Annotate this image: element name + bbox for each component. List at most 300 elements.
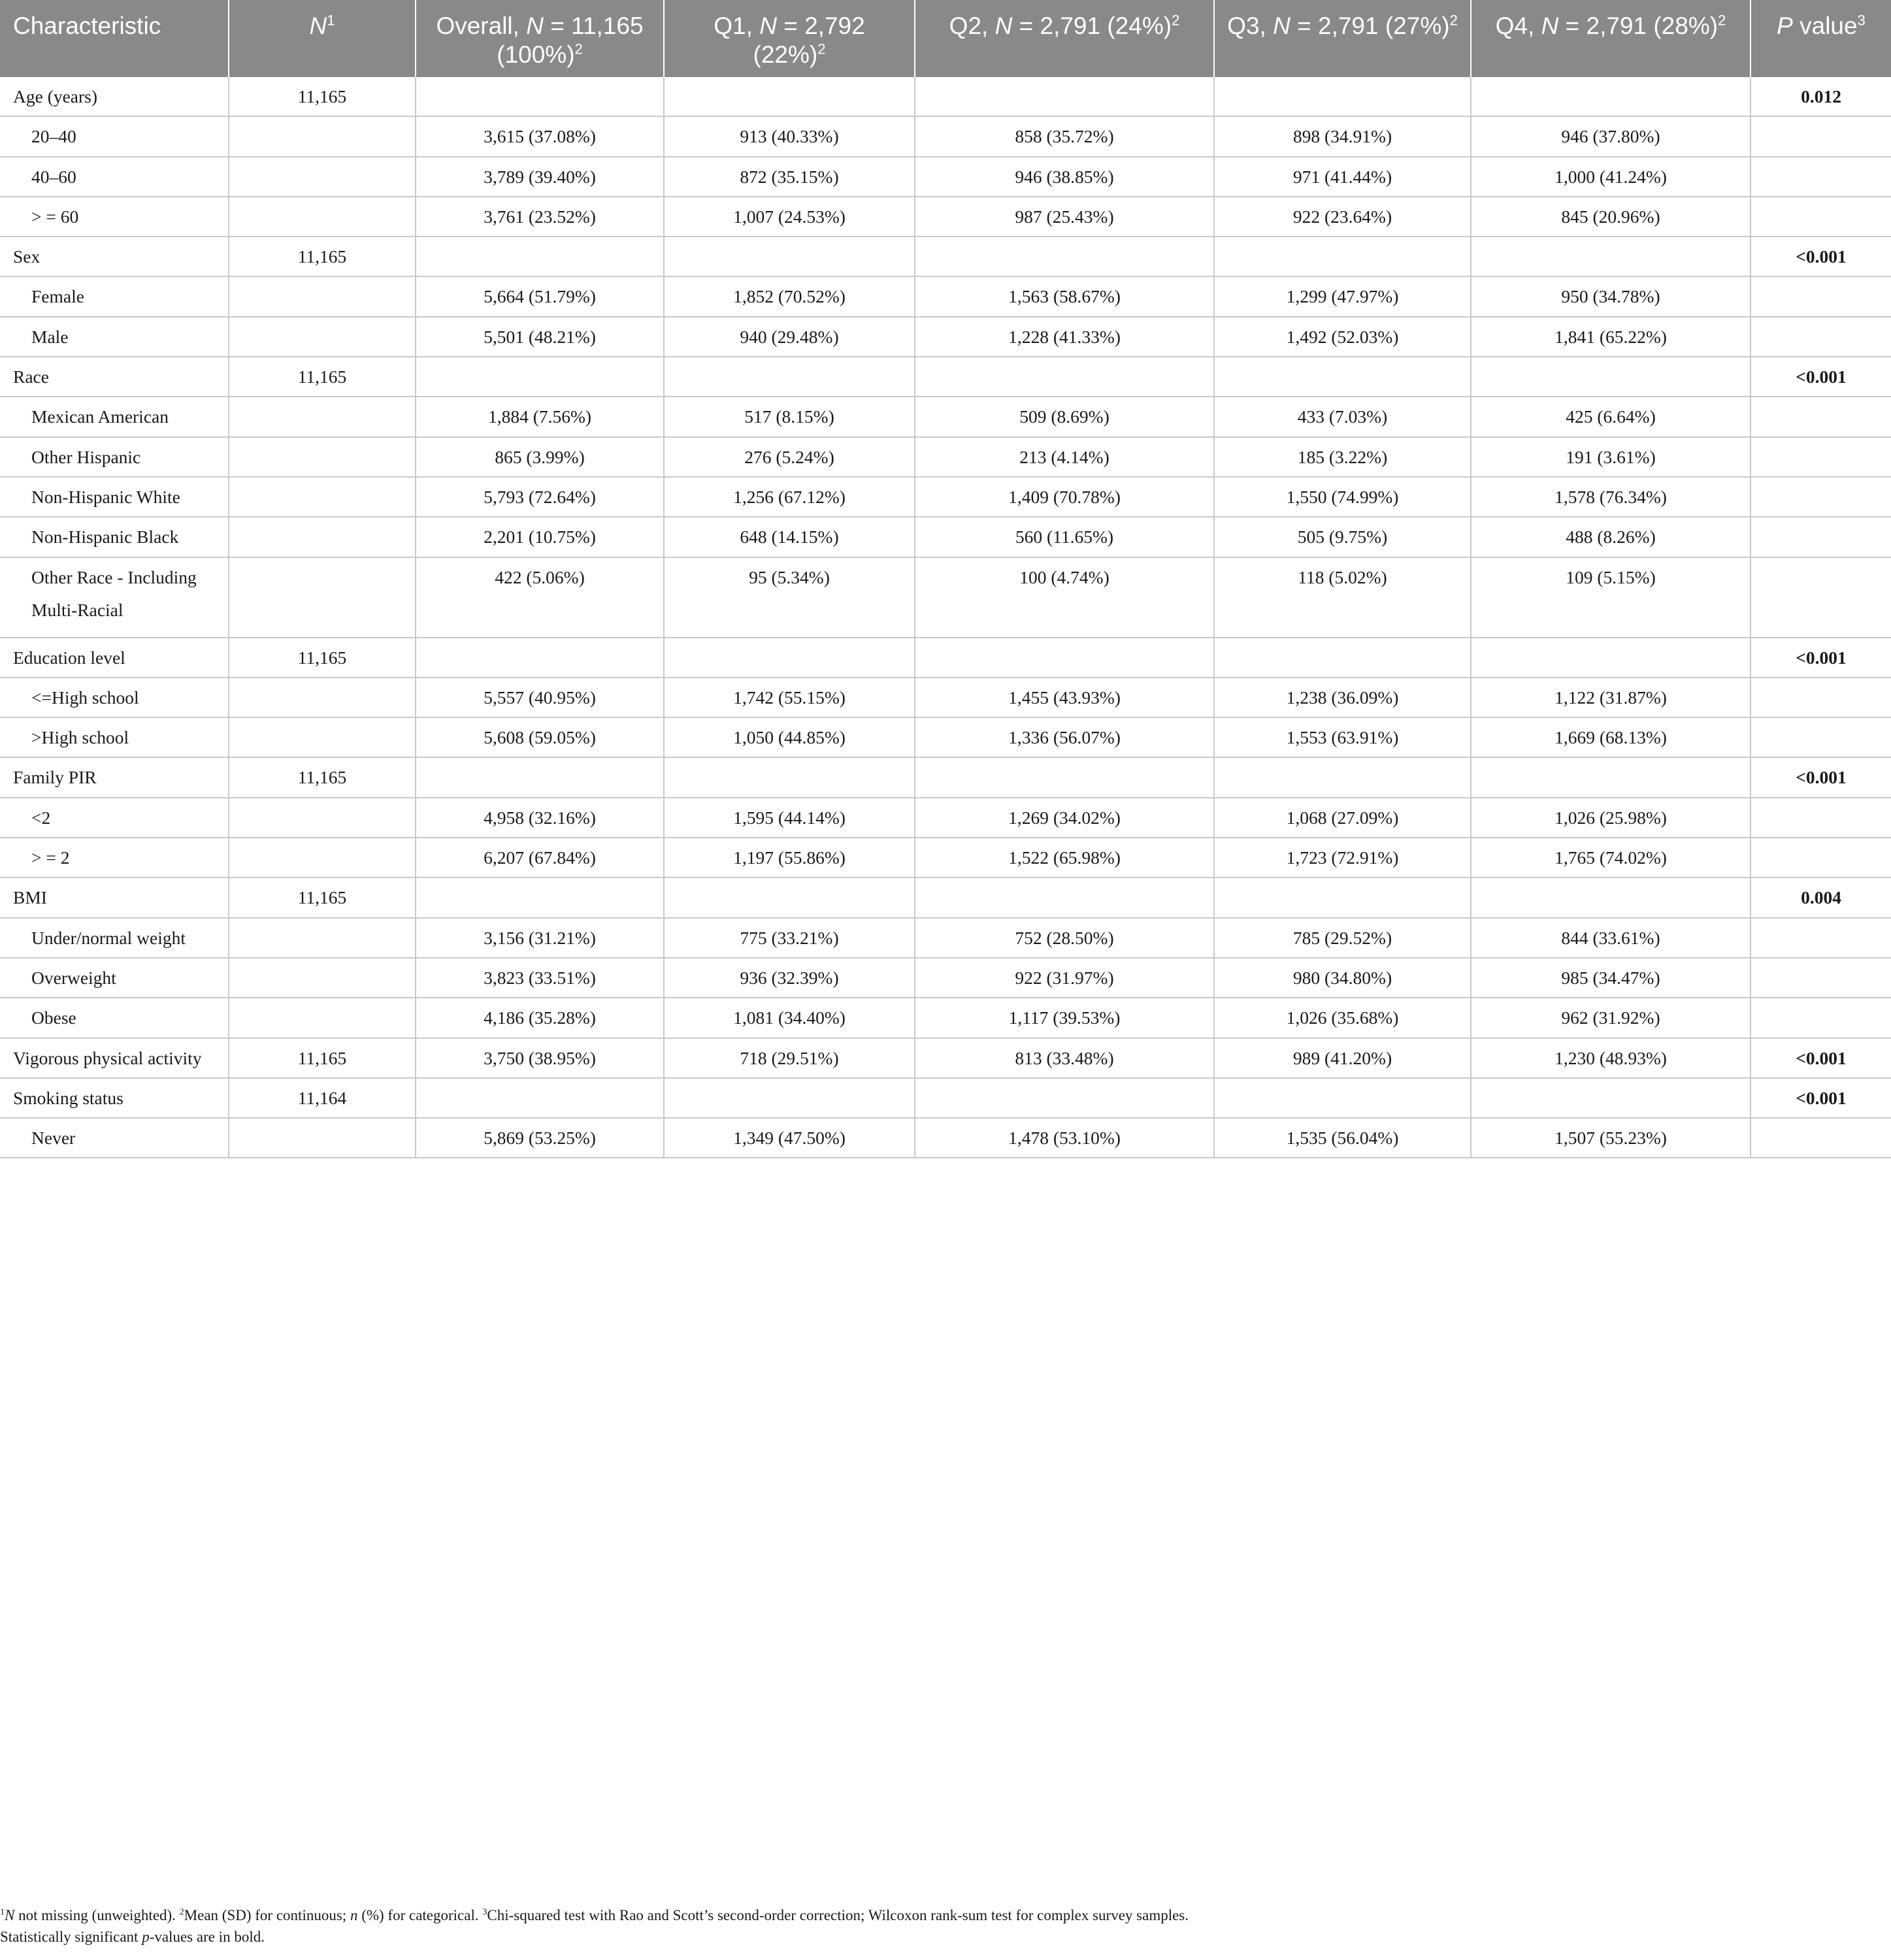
row-label <box>0 717 229 757</box>
cell-q4-text <box>1472 77 1750 80</box>
row-label <box>0 397 229 436</box>
cell-q4 <box>1471 276 1751 316</box>
cell-n <box>229 517 416 557</box>
cell-p-value <box>1751 237 1891 276</box>
cell-q4 <box>1471 116 1751 156</box>
row-label-text: Vigorous physical activity <box>13 1047 202 1068</box>
cell-p-value-text <box>1751 318 1891 321</box>
cell-n-text <box>229 517 415 521</box>
cell-q2 <box>915 157 1214 197</box>
cell-q2 <box>915 116 1214 156</box>
cell-overall <box>416 477 664 517</box>
cell-overall-text: 3,615 (37.08%) <box>484 126 596 147</box>
cell-n-text <box>229 798 415 802</box>
cell-q3 <box>1214 557 1471 638</box>
cell-overall-text <box>416 357 663 361</box>
table-row <box>0 838 1891 877</box>
cell-p-value-text <box>1751 718 1891 721</box>
cell-p-value-text: 0.012 <box>1801 86 1841 106</box>
cell-q3-text: 1,026 (35.68%) <box>1286 1007 1399 1028</box>
cell-q4-text: 1,230 (48.93%) <box>1554 1047 1667 1068</box>
table-row <box>0 757 1891 797</box>
row-label <box>0 958 229 998</box>
cell-q2-text: 560 (11.65%) <box>1015 527 1114 547</box>
cell-q2-text <box>915 357 1213 361</box>
cell-q3 <box>1214 237 1471 276</box>
cell-q1 <box>664 317 915 357</box>
row-label <box>0 1038 229 1078</box>
cell-q3 <box>1214 918 1471 958</box>
footnote-significance: Statistically significant p-values are in bold. <box>0 1929 265 1945</box>
cell-q4 <box>1471 918 1751 958</box>
row-label-text: Other Hispanic <box>31 446 141 467</box>
cell-q4 <box>1471 237 1751 276</box>
cell-n <box>229 1118 416 1158</box>
cell-q3-text: 898 (34.91%) <box>1292 126 1392 147</box>
cell-q3 <box>1214 638 1471 678</box>
cell-q1 <box>664 276 915 316</box>
cell-p-value-text: 0.004 <box>1801 887 1841 908</box>
row-label <box>0 437 229 477</box>
header-q2: Q2, N = 2,791 $(24\%)^2$ <box>915 0 1214 77</box>
cell-n-text <box>229 157 415 161</box>
cell-p-value <box>1751 276 1891 316</box>
cell-n-text <box>229 397 415 400</box>
cell-q4 <box>1471 477 1751 517</box>
cell-q4 <box>1471 77 1751 116</box>
cell-q3 <box>1214 437 1471 477</box>
cell-q4-text <box>1472 758 1750 761</box>
table-row <box>0 77 1891 116</box>
table-row <box>0 638 1891 678</box>
cell-q1 <box>664 757 915 797</box>
table-row <box>0 918 1891 958</box>
cell-q2-text <box>915 77 1213 80</box>
cell-q4 <box>1471 357 1751 397</box>
cell-q3-text: 1,535 (56.04%) <box>1286 1128 1399 1149</box>
cell-n-text: 11,164 <box>297 1087 347 1108</box>
cell-q2-text: 1,269 (34.02%) <box>1008 807 1121 828</box>
cell-q1-text <box>665 77 914 80</box>
cell-q1 <box>664 1038 915 1078</box>
cell-q1 <box>664 237 915 276</box>
cell-p-value <box>1751 1078 1891 1118</box>
cell-q4 <box>1471 998 1751 1037</box>
row-label <box>0 798 229 838</box>
cell-overall <box>416 798 664 838</box>
table-row <box>0 678 1891 717</box>
cell-q3 <box>1214 157 1471 197</box>
cell-p-value-text <box>1751 958 1891 962</box>
cell-q1-text: 276 (5.24%) <box>744 446 834 467</box>
cell-n <box>229 116 416 156</box>
cell-p-value-text <box>1751 438 1891 441</box>
cell-n-text: 11,165 <box>297 86 347 106</box>
row-label <box>0 317 229 357</box>
cell-q3 <box>1214 477 1471 517</box>
cell-overall <box>416 517 664 557</box>
cell-q1-text <box>665 638 914 642</box>
cell-n-text <box>229 838 415 841</box>
table-row <box>0 397 1891 436</box>
cell-p-value-text <box>1751 798 1891 802</box>
cell-overall-text: 3,156 (31.21%) <box>484 927 596 948</box>
cell-q1 <box>664 116 915 156</box>
cell-q3-text: 785 (29.52%) <box>1292 927 1392 948</box>
cell-overall-text <box>416 1079 663 1082</box>
cell-q1 <box>664 397 915 436</box>
row-label <box>0 838 229 877</box>
cell-overall-text: 422 (5.06%) <box>495 566 585 587</box>
table-row <box>0 1118 1891 1158</box>
cell-q3-text: 1,550 (74.99%) <box>1286 486 1399 507</box>
cell-q2 <box>915 197 1214 237</box>
cell-n <box>229 557 416 638</box>
cell-n-text <box>229 438 415 441</box>
cell-p-value-text <box>1751 838 1891 841</box>
row-label <box>0 998 229 1037</box>
row-label-text: Race <box>13 367 49 387</box>
row-label-text: <2 <box>31 807 51 828</box>
cell-q3-text: 1,492 (52.03%) <box>1286 326 1399 347</box>
cell-overall <box>416 757 664 797</box>
cell-p-value <box>1751 557 1891 638</box>
cell-q3-text: 971 (41.44%) <box>1292 166 1392 187</box>
header-q3: Q3, N = 2,791 $(27\%)^2$ <box>1214 0 1471 77</box>
cell-n-text: 11,165 <box>297 367 347 387</box>
cell-overall <box>416 276 664 316</box>
cell-q2-text <box>915 237 1213 240</box>
cell-q4 <box>1471 517 1751 557</box>
cell-overall <box>416 397 664 436</box>
cell-q1 <box>664 357 915 397</box>
cell-p-value <box>1751 757 1891 797</box>
cell-overall-text: 4,958 (32.16%) <box>484 807 596 828</box>
cell-q2 <box>915 77 1214 116</box>
cell-p-value <box>1751 157 1891 197</box>
cell-n-text <box>229 718 415 721</box>
cell-q3-text <box>1215 237 1470 240</box>
cell-overall <box>416 838 664 877</box>
cell-q3 <box>1214 116 1471 156</box>
cell-n <box>229 638 416 678</box>
row-label <box>0 1078 229 1118</box>
cell-q2 <box>915 717 1214 757</box>
cell-q1-text: 648 (14.15%) <box>740 527 839 547</box>
cell-overall <box>416 678 664 717</box>
cell-q1 <box>664 998 915 1037</box>
cell-overall-text <box>416 878 663 881</box>
cell-q2-text: 1,563 (58.67%) <box>1008 286 1121 307</box>
cell-q1 <box>664 1078 915 1118</box>
cell-q1-text: 95 (5.34%) <box>749 566 830 587</box>
cell-overall <box>416 958 664 998</box>
cell-q4-text: 1,122 (31.87%) <box>1554 687 1667 708</box>
cell-n <box>229 798 416 838</box>
cell-n <box>229 918 416 958</box>
cell-overall <box>416 116 664 156</box>
cell-q3-text: 1,238 (36.09%) <box>1286 687 1399 708</box>
cell-overall-text: 5,869 (53.25%) <box>484 1128 596 1149</box>
cell-q2 <box>915 1038 1214 1078</box>
cell-overall-text: 3,761 (23.52%) <box>484 206 596 227</box>
cell-q4 <box>1471 638 1751 678</box>
cell-p-value-text: <0.001 <box>1796 1087 1847 1108</box>
cell-q1-text: 1,050 (44.85%) <box>733 727 846 748</box>
cell-q4-text: 425 (6.64%) <box>1566 406 1656 427</box>
table-row <box>0 157 1891 197</box>
row-label <box>0 877 229 917</box>
cell-q1 <box>664 678 915 717</box>
cell-q1-text: 936 (32.39%) <box>740 967 839 988</box>
cell-q2 <box>915 317 1214 357</box>
cell-q3 <box>1214 397 1471 436</box>
cell-q4 <box>1471 798 1751 838</box>
row-label-text: Never <box>31 1128 76 1149</box>
cell-q4-text: 109 (5.15%) <box>1566 566 1656 587</box>
cell-p-value-text <box>1751 277 1891 280</box>
cell-q2-text <box>915 638 1213 642</box>
cell-q3 <box>1214 517 1471 557</box>
cell-n <box>229 77 416 116</box>
cell-q1-text: 1,349 (47.50%) <box>733 1128 846 1149</box>
cell-overall-text <box>416 77 663 80</box>
cell-n <box>229 838 416 877</box>
row-label <box>0 477 229 517</box>
row-label-text: Mexican American <box>31 406 169 427</box>
cell-q4 <box>1471 1078 1751 1118</box>
row-label <box>0 1118 229 1158</box>
table-row <box>0 517 1891 557</box>
cell-q1 <box>664 557 915 638</box>
cell-p-value <box>1751 798 1891 838</box>
cell-q4-text: 1,841 (65.22%) <box>1554 326 1667 347</box>
table-row <box>0 357 1891 397</box>
table-row <box>0 877 1891 917</box>
cell-overall-text: 5,664 (51.79%) <box>484 286 596 307</box>
cell-q2 <box>915 918 1214 958</box>
cell-n-text <box>229 117 415 120</box>
cell-q3 <box>1214 998 1471 1037</box>
row-label <box>0 116 229 156</box>
cell-overall <box>416 1078 664 1118</box>
cell-q2 <box>915 798 1214 838</box>
cell-q4 <box>1471 877 1751 917</box>
cell-q1-text: 1,007 (24.53%) <box>733 206 846 227</box>
cell-p-value-text <box>1751 157 1891 161</box>
cell-q1-text <box>665 758 914 761</box>
cell-n <box>229 1078 416 1118</box>
cell-q3 <box>1214 798 1471 838</box>
cell-overall-text: 5,608 (59.05%) <box>484 727 596 748</box>
cell-overall <box>416 437 664 477</box>
cell-n-text: 11,165 <box>297 246 347 267</box>
cell-q2 <box>915 838 1214 877</box>
cell-q4 <box>1471 838 1751 877</box>
cell-q2 <box>915 678 1214 717</box>
cell-q2-text <box>915 878 1213 881</box>
table-row <box>0 1078 1891 1118</box>
cell-q3-text <box>1215 77 1470 80</box>
cell-overall-text: 3,789 (39.40%) <box>484 166 596 187</box>
cell-p-value-text <box>1751 478 1891 481</box>
cell-q1 <box>664 437 915 477</box>
cell-q1-text: 872 (35.15%) <box>740 166 839 187</box>
cell-overall <box>416 357 664 397</box>
cell-q2 <box>915 877 1214 917</box>
cell-overall <box>416 877 664 917</box>
row-label-text: >High school <box>31 727 129 748</box>
cell-n-text <box>229 558 415 561</box>
cell-q2 <box>915 1078 1214 1118</box>
cell-q4 <box>1471 717 1751 757</box>
cell-q2 <box>915 517 1214 557</box>
cell-q1 <box>664 717 915 757</box>
cell-q3-text: 980 (34.80%) <box>1292 967 1392 988</box>
table-body <box>0 77 1891 1158</box>
cell-p-value <box>1751 116 1891 156</box>
cell-overall <box>416 998 664 1037</box>
cell-p-value <box>1751 1118 1891 1158</box>
table-row <box>0 958 1891 998</box>
cell-q2-text: 813 (33.48%) <box>1015 1047 1114 1068</box>
cell-q2-text: 922 (31.97%) <box>1015 967 1114 988</box>
cell-q4-text: 1,578 (76.34%) <box>1554 486 1667 507</box>
row-label-text: Obese <box>31 1007 76 1028</box>
cell-q2 <box>915 1118 1214 1158</box>
table-row <box>0 116 1891 156</box>
cell-p-value <box>1751 958 1891 998</box>
cell-p-value <box>1751 77 1891 116</box>
cell-p-value <box>1751 197 1891 237</box>
cell-q2 <box>915 357 1214 397</box>
cell-p-value <box>1751 517 1891 557</box>
cell-overall-text: 2,201 (10.75%) <box>484 527 596 547</box>
cell-q2-text: 752 (28.50%) <box>1015 927 1114 948</box>
cell-overall-text <box>416 758 663 761</box>
cell-q3-text <box>1215 758 1470 761</box>
cell-overall <box>416 638 664 678</box>
cell-q2 <box>915 237 1214 276</box>
cell-q3-text: 1,299 (47.97%) <box>1286 286 1399 307</box>
cell-q1 <box>664 77 915 116</box>
cell-overall <box>416 1038 664 1078</box>
row-label-text: Other Race - Including Multi-Racial <box>31 566 197 620</box>
cell-q1-text: 718 (29.51%) <box>740 1047 839 1068</box>
cell-n-text <box>229 277 415 280</box>
cell-q4-text <box>1472 638 1750 642</box>
cell-q4-text: 962 (31.92%) <box>1561 1007 1660 1028</box>
cell-q2-text: 1,522 (65.98%) <box>1008 847 1121 868</box>
row-label <box>0 557 229 638</box>
row-label-text: <=High school <box>31 687 139 708</box>
cell-q3-text: 433 (7.03%) <box>1297 406 1388 427</box>
row-label-text: 40–60 <box>31 166 76 187</box>
cell-n <box>229 276 416 316</box>
cell-q4 <box>1471 157 1751 197</box>
cell-q4 <box>1471 757 1751 797</box>
row-label-text: > = 2 <box>31 847 70 868</box>
header-q1: Q1, N = 2,792 $(22\%)^2$ <box>664 0 915 77</box>
cell-p-value-text: <0.001 <box>1796 1047 1847 1068</box>
cell-q1 <box>664 1118 915 1158</box>
cell-q4-text: 844 (33.61%) <box>1561 927 1660 948</box>
cell-q4-text: 985 (34.47%) <box>1561 967 1660 988</box>
footnote-definitions: $^1$N not missing (unweighted). $^2$Mean (SD) for continuous; n (%) for categorical. $^3$Chi-squared test with Rao and Scott’s second-order correction; Wilcoxon rank-sum test for complex survey samples. <box>0 1907 1189 1923</box>
header-n: $N^1$ <box>229 0 416 77</box>
cell-q4 <box>1471 437 1751 477</box>
row-label-text: > = 60 <box>31 206 79 227</box>
cell-n <box>229 317 416 357</box>
cell-overall <box>416 557 664 638</box>
cell-q1-text <box>665 878 914 881</box>
cell-n <box>229 877 416 917</box>
cell-q3 <box>1214 757 1471 797</box>
cell-q1-text: 775 (33.21%) <box>740 927 839 948</box>
row-label-text: Male <box>31 326 69 347</box>
cell-n-text: 11,165 <box>297 647 347 668</box>
cell-p-value <box>1751 437 1891 477</box>
cell-p-value <box>1751 397 1891 436</box>
cell-overall-text: 4,186 (35.28%) <box>484 1007 596 1028</box>
table-row <box>0 317 1891 357</box>
cell-q4-text <box>1472 357 1750 361</box>
cell-q1-text: 1,742 (55.15%) <box>733 687 846 708</box>
cell-q1 <box>664 517 915 557</box>
cell-n <box>229 717 416 757</box>
cell-q4 <box>1471 678 1751 717</box>
cell-q2 <box>915 958 1214 998</box>
cell-n <box>229 757 416 797</box>
cell-p-value <box>1751 1038 1891 1078</box>
table-row <box>0 717 1891 757</box>
cell-n-text <box>229 1119 415 1122</box>
cell-q2-text: 100 (4.74%) <box>1019 566 1110 587</box>
cell-q2 <box>915 477 1214 517</box>
cell-q4-text: 1,026 (25.98%) <box>1554 807 1667 828</box>
cell-overall <box>416 77 664 116</box>
cell-overall <box>416 1118 664 1158</box>
cell-q3-text: 505 (9.75%) <box>1297 527 1388 547</box>
cell-q3 <box>1214 1078 1471 1118</box>
cell-n <box>229 958 416 998</box>
table-row <box>0 197 1891 237</box>
cell-n-text <box>229 678 415 681</box>
cell-p-value <box>1751 678 1891 717</box>
cell-q3 <box>1214 77 1471 116</box>
cell-q2 <box>915 638 1214 678</box>
row-label-text: Non-Hispanic Black <box>31 527 179 547</box>
cell-q4-text: 1,669 (68.13%) <box>1554 727 1667 748</box>
row-label-text: Overweight <box>31 967 116 988</box>
cell-q1-text: 1,852 (70.52%) <box>733 286 846 307</box>
row-label-text: 20–40 <box>31 126 76 147</box>
cell-n <box>229 357 416 397</box>
cell-q3 <box>1214 958 1471 998</box>
cell-q1 <box>664 638 915 678</box>
row-label-text: Age (years) <box>13 86 98 106</box>
cell-q2-text: 946 (38.85%) <box>1015 166 1114 187</box>
table-row <box>0 477 1891 517</box>
cell-q3 <box>1214 877 1471 917</box>
cell-q4 <box>1471 958 1751 998</box>
cell-q2-text: 1,409 (70.78%) <box>1008 486 1121 507</box>
cell-q3-text: 922 (23.64%) <box>1292 206 1392 227</box>
cell-p-value <box>1751 998 1891 1037</box>
cell-p-value <box>1751 838 1891 877</box>
cell-q3-text: 118 (5.02%) <box>1298 566 1387 587</box>
cell-n-text: 11,165 <box>297 887 347 908</box>
